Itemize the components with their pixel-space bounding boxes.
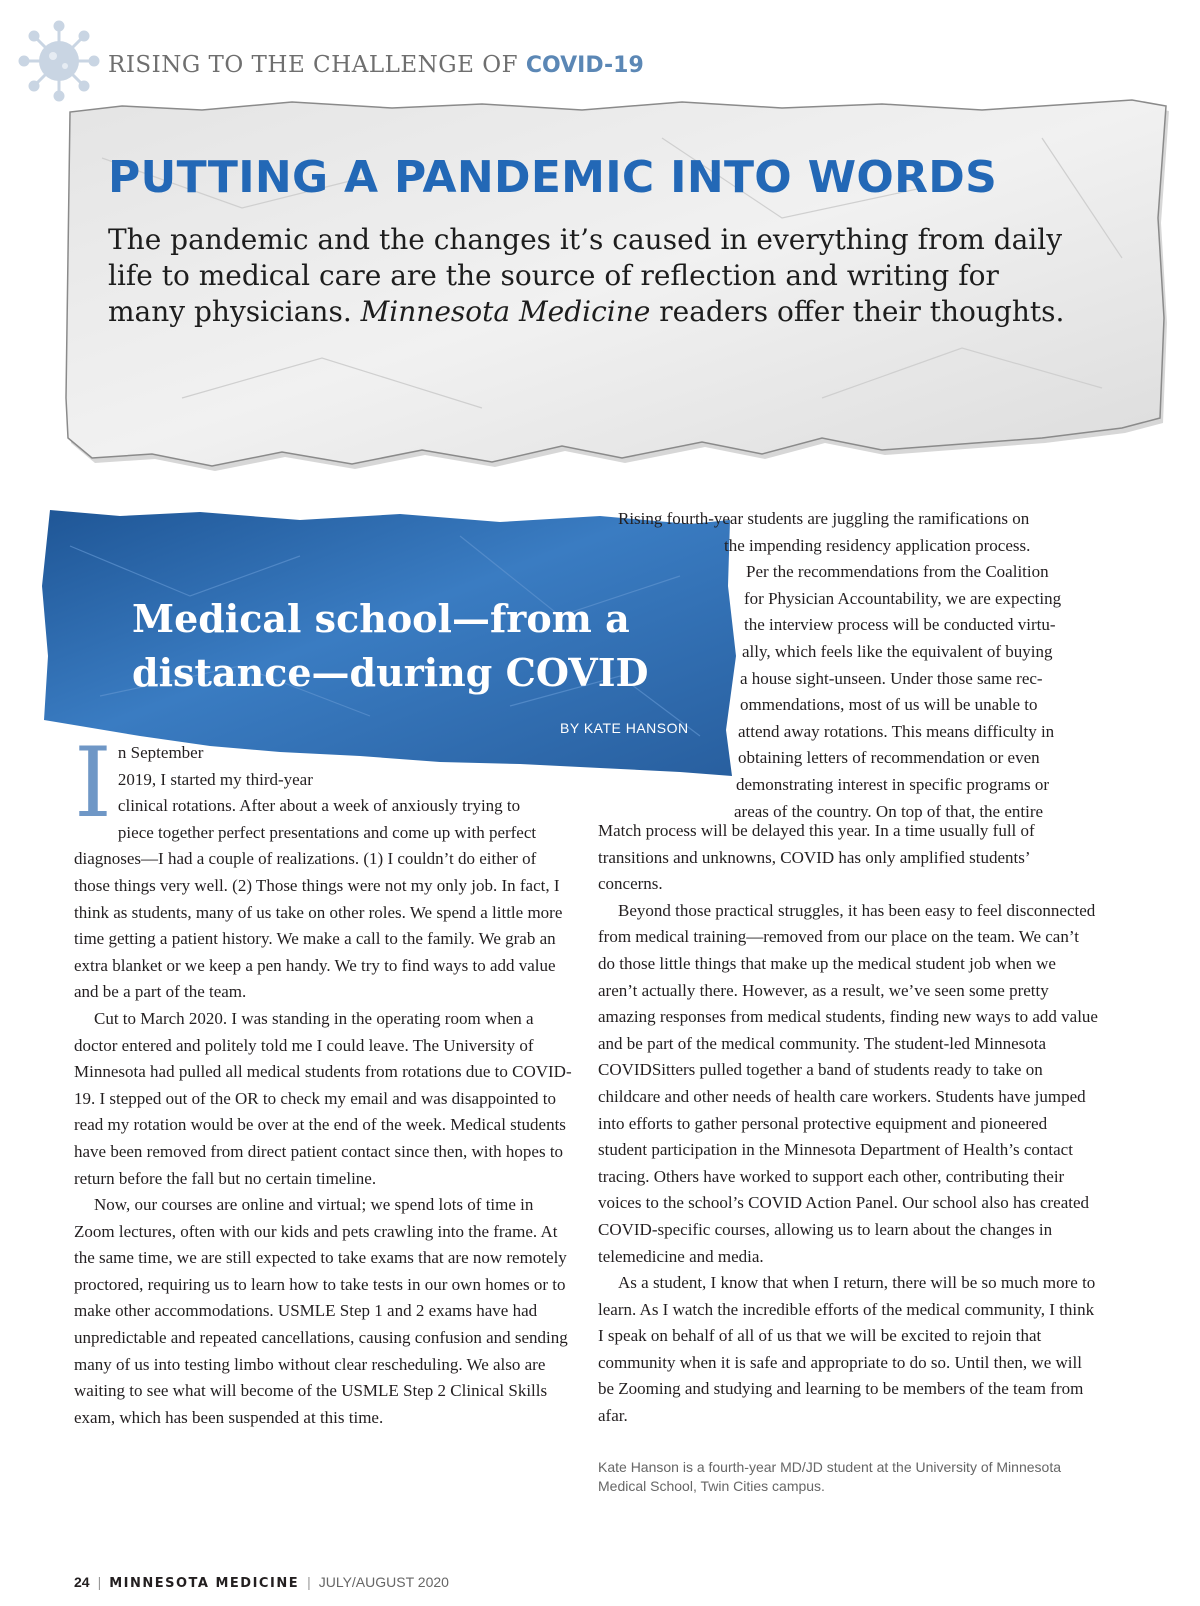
section-label-highlight: COVID-19 [525, 53, 644, 78]
right-line-6: ally, which feels like the equivalent of buying [742, 641, 1053, 661]
right-paragraph-2: Beyond those practical struggles, it has been easy to feel disconnected from medical training—removed from our place on the team. We can’t do those little things that make up the medical student job when we aren’t actually there. However, as a result, we’ve seen some pretty amazing responses from medical students, finding new ways to add value and be part of the medical community. The student-led Minnesota COVIDSitters pulled together a band of students ready to take on childcare and other needs of health care workers. Students have jumped into efforts to gather personal protective equipment and pioneered student participation in the Minnesota Department of Health’s contact tracing. Others have worked to support each other, contributing their voices to the school’s COVID Action Panel. Our school also has created COVID-specific courses, allowing us to learn about the changes in telemedicine and media. [598, 900, 1098, 1266]
page-footer: 24 | MINNESOTA MEDICINE | JULY/AUGUST 2020 [74, 1574, 449, 1591]
left-line-1: n September [117, 743, 204, 762]
article-title: Medical school—from a distance—during COVID [132, 596, 649, 695]
section-label [108, 52, 644, 78]
left-line-3: clinical rotations. After about a week of anxiously trying to [117, 796, 521, 816]
right-line-11: demonstrating interest in specific programs or [736, 774, 1049, 794]
left-paragraph-2: Cut to March 2020. I was standing in the operating room when a doctor entered and politely told me I could leave. The University of Minnesota had pulled all medical students from rotations due to COVID-19. I stepped out of the OR to check my email and was disappointed to read my rotation would be over at the end of the week. Medical students have been removed from direct patient contact since then, with hopes to return before the fall but no certain timeline. [74, 1008, 572, 1188]
dek-text-2: readers offer their thoughts. [650, 295, 1065, 328]
right-paragraph-3: As a student, I know that when I return, there will be so much more to learn. As I watch the incredible efforts of the medical community, I think I speak on behalf of all of us that we will be excited to rejoin that community when it is safe and appropriate to do so. Until then, we will be Zooming and studying and learning to be members of the team from afar. [598, 1273, 1096, 1426]
left-paragraph-3: Now, our courses are online and virtual; we spend lots of time in Zoom lectures, often with our kids and pets crawling into the frame. At the same time, we are still expected to take exams that are now remotely proctored, requiring us to learn how to take tests in our own homes or to make other accommodations. USMLE Step 1 and 2 exams have had unpredictable and repeated cancellations, causing confusion and sending many of us into testing limbo without clear rescheduling. We also are waiting to see what will become of the USMLE Step 2 Clinical Skills exam, which has been suspended at this time. [74, 1195, 568, 1427]
right-line-4: for Physician Accountability, we are expecting [744, 588, 1062, 608]
right-line-7: a house sight-unseen. Under those same rec- [740, 668, 1043, 688]
dek-italic-publication: Minnesota Medicine [360, 295, 651, 328]
author-bio: Kate Hanson is a fourth-year MD/JD student at the University of Minnesota Medical School, Twin Cities campus. [598, 1459, 1061, 1494]
section-header [18, 20, 718, 90]
right-line-12: areas of the country. On top of that, the entire [734, 801, 1044, 821]
right-line-10: obtaining letters of recommendation or even [738, 748, 1040, 768]
page-title: PUTTING A PANDEMIC INTO WORDS [108, 152, 998, 203]
right-paragraph-1: Match process will be delayed this year. In a time usually full of transitions and unknowns, COVID has only amplified students’ concerns. [598, 821, 1035, 894]
dek-text-1: The pandemic and the changes it’s caused in everything from daily life to medical care are the source of reflection and writing for many physicians. [108, 223, 1063, 328]
page-number: 24 [74, 1574, 90, 1590]
issue-date: JULY/AUGUST 2020 [318, 1574, 449, 1590]
drop-cap: I [74, 727, 112, 839]
left-paragraph-1: piece together perfect presentations and come up with perfect diagnoses—I had a couple of realizations. (1) I couldn’t do either of those things very well. (2) Those things were not my only job. In fact, I think as students, many of us take on other roles. We spend a little more time getting a patient history. We make a call to the family. We grab an extra blanket or we keep a pen handy. We try to find ways to add value and be a part of the team. [74, 822, 563, 1002]
right-line-9: attend away rotations. This means difficulty in [738, 721, 1055, 741]
right-line-2: the impending residency application process. [724, 535, 1031, 555]
right-line-5: the interview process will be conducted virtu- [744, 615, 1056, 635]
right-line-8: ommendations, most of us will be unable to [740, 695, 1038, 715]
section-label-text: RISING TO THE CHALLENGE OF [108, 52, 526, 78]
right-column [598, 818, 1098, 1430]
right-line-1: Rising fourth-year students are juggling the ramifications on [618, 509, 1030, 528]
page-dek [108, 222, 1068, 330]
left-column [74, 727, 574, 1431]
right-column-top [598, 506, 1098, 825]
virus-icon [18, 20, 100, 102]
left-line-2: 2019, I started my third-year [117, 769, 313, 789]
magazine-name: MINNESOTA MEDICINE [109, 1576, 300, 1591]
article-byline: BY KATE HANSON [560, 720, 689, 736]
right-line-3: Per the recommendations from the Coalition [746, 562, 1049, 582]
